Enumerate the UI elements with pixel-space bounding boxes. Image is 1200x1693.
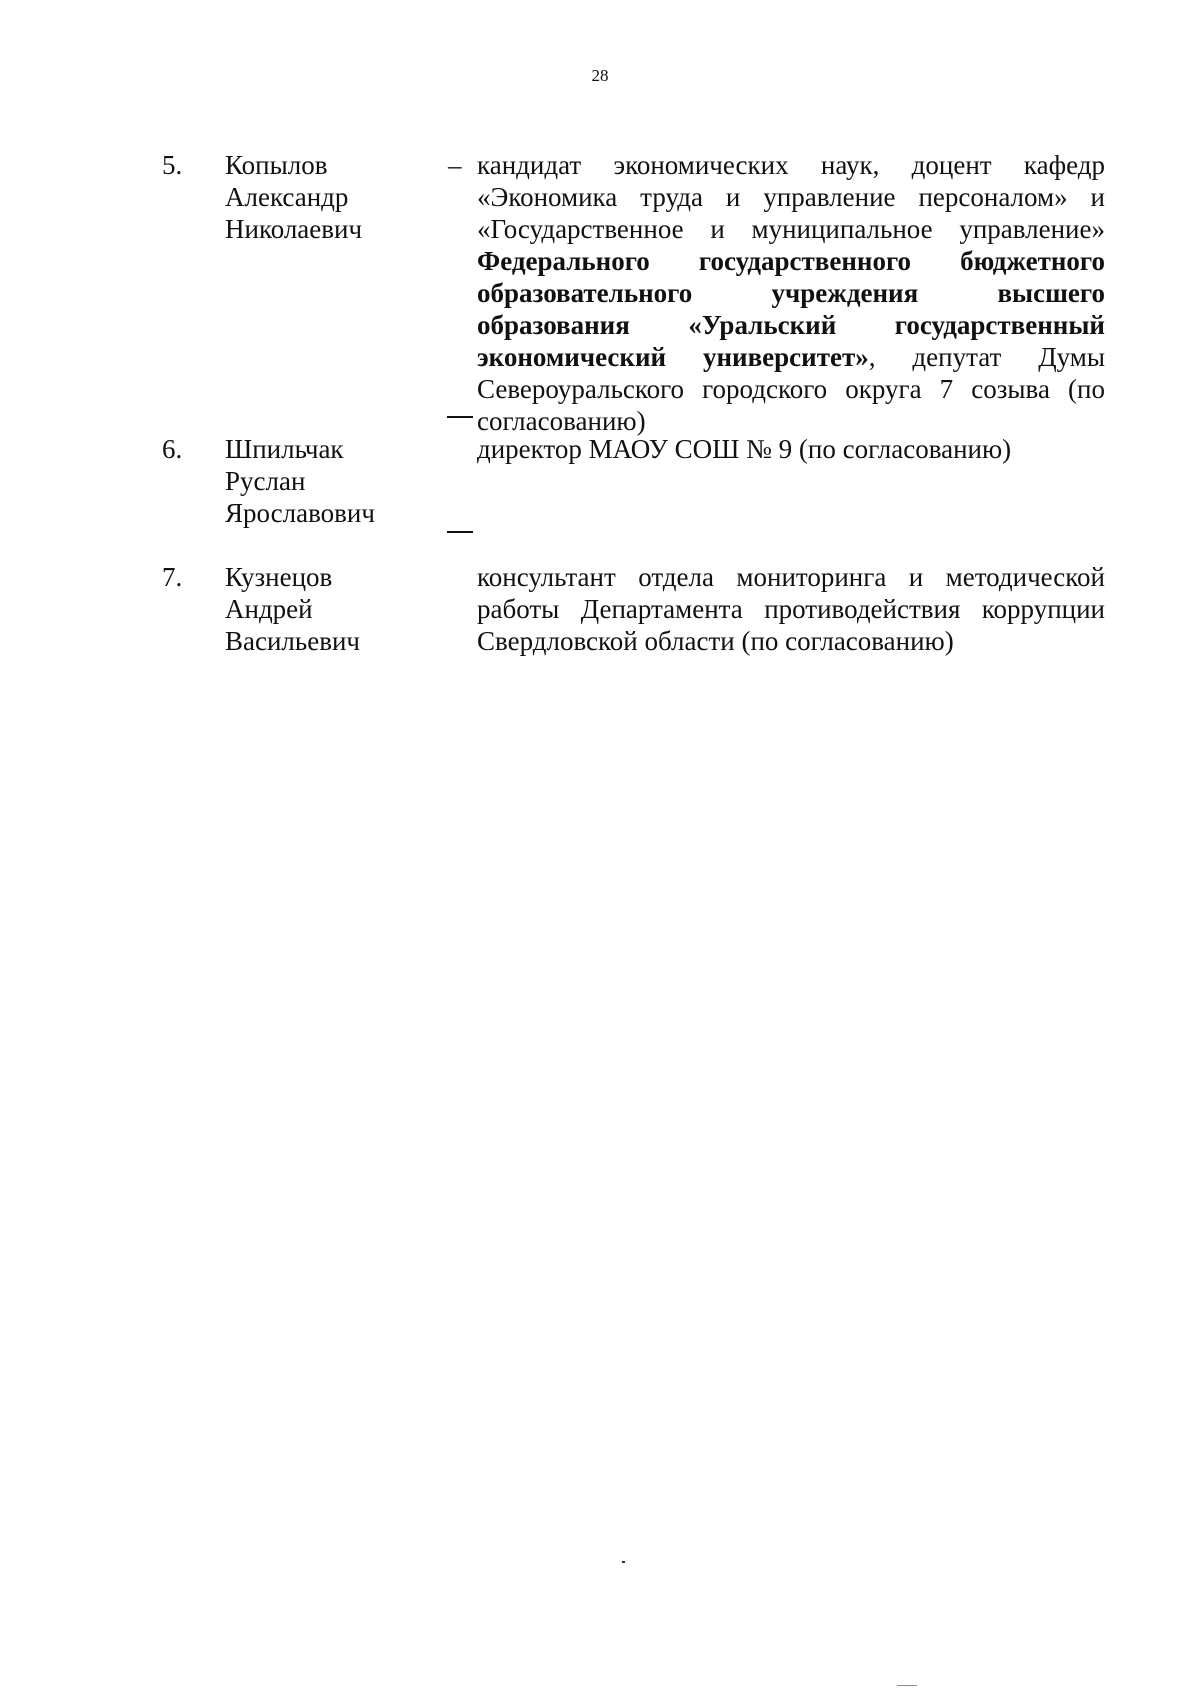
person-name [225,561,425,657]
item-number: 6. [162,434,183,464]
dash-separator: – [448,150,462,180]
person-name [225,433,425,529]
description-text-end: , депутат Думы Североуральского городского округа 7 созыва (по согласованию) [477,342,1106,436]
first-name: Андрей [225,594,313,624]
first-name: Руслан [225,466,306,496]
scan-speck [622,1561,625,1563]
patronymic: Ярославович [225,498,375,528]
surname: Шпильчак [225,434,344,464]
position-description: директор МАОУ СОШ № 9 (по согласованию) [477,434,1012,464]
person-name [225,149,425,245]
item-number: 7. [162,562,183,592]
item-number: 5. [162,150,183,180]
position-description [477,149,1105,437]
patronymic: Васильевич [225,626,360,656]
dash-separator-line [447,416,473,418]
page-number: 28 [591,66,609,85]
patronymic: Николаевич [225,214,363,244]
position-description: консультант отдела мониторинга и методической работы Департамента противодействия коррупции Свердловской области (по согласованию) [477,562,1105,656]
dash-separator-line [447,531,473,533]
scan-speck [897,1685,917,1686]
surname: Копылов [225,150,328,180]
description-text: кандидат экономических наук, доцент кафедр «Экономика труда и управление персоналом» и «Государственное и муниципальное управление» [477,150,1105,244]
organization-name: Федерального государственного бюджетного образовательного учреждения высшего образования «Уральский государственный экономический университет» [477,246,1105,372]
surname: Кузнецов [225,562,333,592]
first-name: Александр [225,182,349,212]
